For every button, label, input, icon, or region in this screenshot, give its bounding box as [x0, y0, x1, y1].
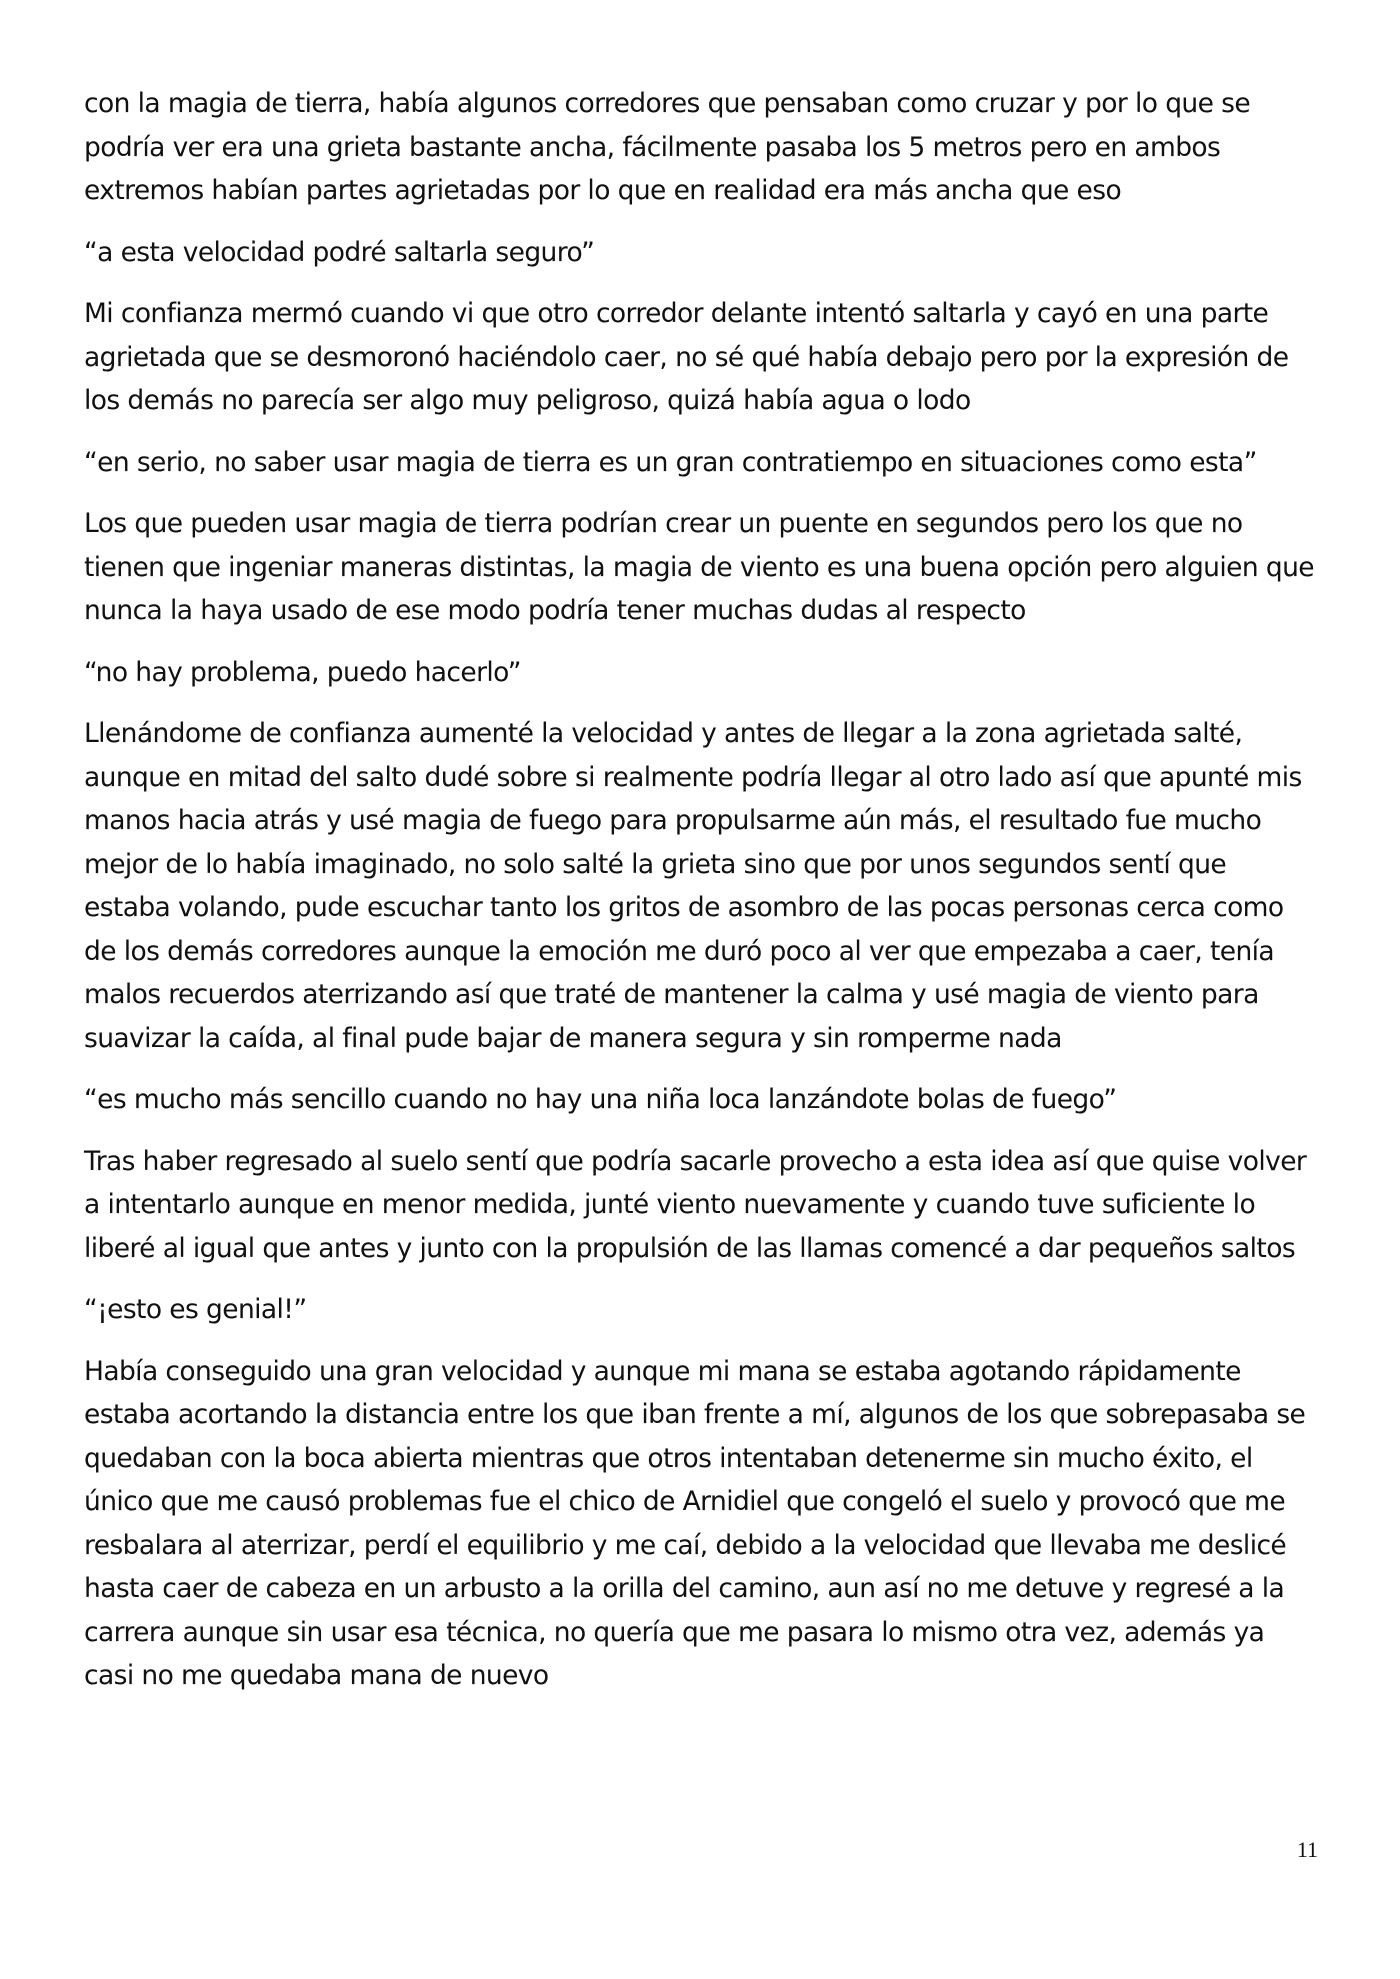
paragraph-2: Mi confianza mermó cuando vi que otro corredor delante intentó saltarla y cayó en una parte agrietada que se desmoronó haciéndolo caer, no sé qué había debajo pero por la expresión de los demás no parecía ser algo muy peligroso, quizá había agua o lodo: [84, 298, 1289, 416]
dialogue-5: “¡esto es genial!”: [84, 1294, 307, 1325]
dialogue-3: “no hay problema, puedo hacerlo”: [84, 656, 521, 688]
page-number: 11: [1296, 1837, 1318, 1862]
text-body: [84, 82, 1320, 1716]
dialogue-2: “en serio, no saber usar magia de tierra es un gran contratiempo en situaciones como esta”: [84, 446, 1257, 478]
dialogue-4: “es mucho más sencillo cuando no hay una niña loca lanzándote bolas de fuego”: [84, 1084, 1117, 1115]
paragraph-6: Había conseguido una gran velocidad y aunque mi mana se estaba agotando rápidamente estaba acortando la distancia entre los que iban frente a mí, algunos de los que sobrepasaba se quedaban con la boca abierta mientras que otros intentaban detenerme sin mucho éxito, el único que me causó problemas fue el chico de Arnidiel que congeló el suelo y provocó que me resbalara al aterrizar, perdí el equilibrio y me caí, debido a la velocidad que llevaba me deslicé hasta caer de cabeza en un arbusto a la orilla del camino, aun así no me detuve y regresé a la carrera aunque sin usar esa técnica, no quería que me pasara lo mismo otra vez, además ya casi no me quedaba mana de nuevo: [84, 1355, 1306, 1691]
paragraph-3: Los que pueden usar magia de tierra podrían crear un puente en segundos pero los que no tienen que ingeniar maneras distintas, la magia de viento es una buena opción pero alguien que nunca la haya usado de ese modo podría tener muchas dudas al respecto: [84, 508, 1314, 626]
paragraph-1: con la magia de tierra, había algunos corredores que pensaban como cruzar y por lo que se podría ver era una grieta bastante ancha, fácilmente pasaba los 5 metros pero en ambos extremos habían partes agrietadas por lo que en realidad era más ancha que eso: [84, 88, 1251, 206]
paragraph-5: Tras haber regresado al suelo sentí que podría sacarle provecho a esta idea así que quise volver a intentarlo aunque en menor medida, junté viento nuevamente y cuando tuve suficiente lo liberé al igual que antes y junto con la propulsión de las llamas comencé a dar pequeños saltos: [84, 1145, 1307, 1264]
dialogue-1: “a esta velocidad podré saltarla seguro”: [84, 236, 595, 268]
paragraph-4: Llenándome de confianza aumenté la velocidad y antes de llegar a la zona agrietada salté, aunque en mitad del salto dudé sobre si realmente podría llegar al otro lado así que apunté mis manos hacia atrás y usé magia de fuego para propulsarme aún más, el resultado fue mucho mejor de lo había imaginado, no solo salté la grieta sino que por unos segundos sentí que estaba volando, pude escuchar tanto los gritos de asombro de las pocas personas cerca como de los demás corredores aunque la emoción me duró poco al ver que empezaba a caer, tenía malos recuerdos aterrizando así que traté de mantener la calma y usé magia de viento para suavizar la caída, al final pude bajar de manera segura y sin romperme nada: [84, 718, 1302, 1054]
